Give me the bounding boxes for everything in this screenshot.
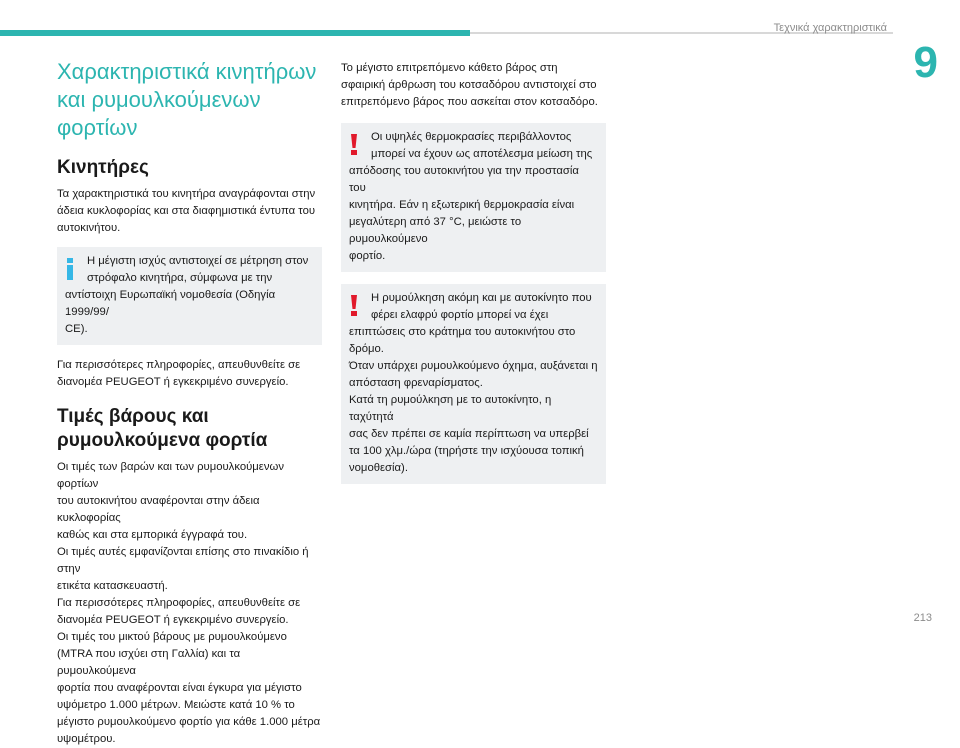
text-line: Για περισσότερες πληροφορίες, απευθυνθείτε σε [57, 597, 301, 609]
heading-line: Τιμές βάρους και [57, 406, 209, 427]
page-title-line1: Χαρακτηριστικά κινητήρων [57, 59, 317, 84]
text-line: Όταν υπάρχει ρυμουλκούμενο όχημα, αυξάνεται η [349, 360, 598, 372]
text-line: Η ρυμούλκηση ακόμη και με αυτοκίνητο που φέρει ελαφρύ φορτίο μπορεί να έχει [371, 292, 592, 321]
info-icon [66, 258, 74, 280]
text-line: σας δεν πρέπει σε καμία περίπτωση να υπερβεί [349, 428, 589, 440]
text-line: (MTRA που ισχύει στη Γαλλία) και τα ρυμουλκούμενα [57, 648, 241, 677]
text-line: φορτίο. [349, 250, 386, 262]
running-head: Τεχνικά χαρακτηριστικά [773, 22, 887, 34]
text-line: υψόμετρο 1.000 μέτρων. Μειώστε κατά 10 % το [57, 699, 295, 711]
warning-note-text [349, 290, 598, 477]
section-heading-engines: Κινητήρες [57, 157, 149, 178]
text-line: απόσταση φρεναρίσματος. [349, 377, 483, 389]
info-note [57, 247, 322, 345]
text-line: Οι υψηλές θερμοκρασίες περιβάλλοντος μπορεί να έχουν ως αποτέλεσμα μείωση της [371, 131, 593, 160]
section-heading-weights [57, 405, 322, 453]
engines-more-info [57, 357, 322, 391]
text-line: CE). [65, 323, 88, 335]
text-line: απόδοσης του αυτοκινήτου για την προστασία του [349, 165, 579, 194]
warning-note-text [349, 129, 598, 265]
heading-line: ρυμουλκούμενα φορτία [57, 430, 268, 451]
text-line: επιπτώσεις στο κράτημα του αυτοκινήτου στο [349, 326, 576, 338]
text-line: του αυτοκινήτου αναφέρονται στην άδεια κυκλοφορίας [57, 495, 260, 524]
right-column [341, 60, 606, 496]
text-line: τα 100 χλμ./ώρα (τηρήστε την ισχύουσα τοπική [349, 445, 584, 457]
weights-paragraph [57, 459, 322, 748]
engines-paragraph [57, 186, 322, 237]
text-line: σφαιρική άρθρωση του κοτσαδόρου αντιστοιχεί στο [341, 79, 597, 91]
text-line: υψομέτρου. [57, 733, 116, 745]
text-line: επιτρεπόμενο βάρος που ασκείται στον κοτσαδόρο. [341, 96, 598, 108]
text-line: διανομέα PEUGEOT ή εγκεκριμένο συνεργείο. [57, 614, 289, 626]
chapter-number: 9 [913, 38, 938, 87]
text-line: μέγιστο ρυμουλκούμενο φορτίο για κάθε 1.000 μέτρα [57, 716, 321, 728]
text-line: Τα χαρακτηριστικά του κινητήρα αναγράφονται στην [57, 188, 316, 200]
text-line: αυτοκινήτου. [57, 222, 121, 234]
page-title-line2: και ρυμουλκούμενων φορτίων [57, 87, 261, 140]
text-line: μεγαλύτερη από 37 °C, μειώστε το ρυμουλκούμενο [349, 216, 522, 245]
warning-icon [350, 295, 358, 317]
info-note-text [65, 253, 314, 338]
coupling-paragraph [341, 60, 606, 111]
text-line: καθώς και στα εμπορικά έγγραφά του. [57, 529, 248, 541]
warning-note-temperature [341, 123, 606, 272]
page-title [57, 58, 322, 142]
text-line: άδεια κυκλοφορίας και στα διαφημιστικά έντυπα του [57, 205, 316, 217]
page-number: 213 [913, 612, 932, 624]
text-line: Οι τιμές του μικτού βάρους με ρυμουλκούμενο [57, 631, 287, 643]
text-line: φορτία που αναφέρονται είναι έγκυρα για μέγιστο [57, 682, 302, 694]
left-column [57, 58, 322, 748]
text-line: ετικέτα κατασκευαστή. [57, 580, 168, 592]
header-accent-bar [0, 30, 470, 36]
warning-icon [350, 134, 358, 156]
text-line: Οι τιμές αυτές εμφανίζονται επίσης στο πινακίδιο ή στην [57, 546, 309, 575]
text-line: Η μέγιστη ισχύς αντιστοιχεί σε μέτρηση στον στρόφαλο κινητήρα, σύμφωνα με την [87, 255, 309, 284]
text-line: Το μέγιστο επιτρεπόμενο κάθετο βάρος στη [341, 62, 558, 74]
text-line: κινητήρα. Εάν η εξωτερική θερμοκρασία είναι [349, 199, 575, 211]
warning-note-towing [341, 284, 606, 484]
text-line: Για περισσότερες πληροφορίες, απευθυνθείτε σε [57, 359, 301, 371]
text-line: νομοθεσία). [349, 462, 408, 474]
text-line: Οι τιμές των βαρών και των ρυμουλκούμενων φορτίων [57, 461, 284, 490]
text-line: Κατά τη ρυμούλκηση με το αυτοκίνητο, η ταχύτητά [349, 394, 552, 423]
text-line: δρόμο. [349, 343, 384, 355]
text-line: διανομέα PEUGEOT ή εγκεκριμένο συνεργείο. [57, 376, 289, 388]
text-line: αντίστοιχη Ευρωπαϊκή νομοθεσία (Οδηγία 1999/99/ [65, 289, 276, 318]
